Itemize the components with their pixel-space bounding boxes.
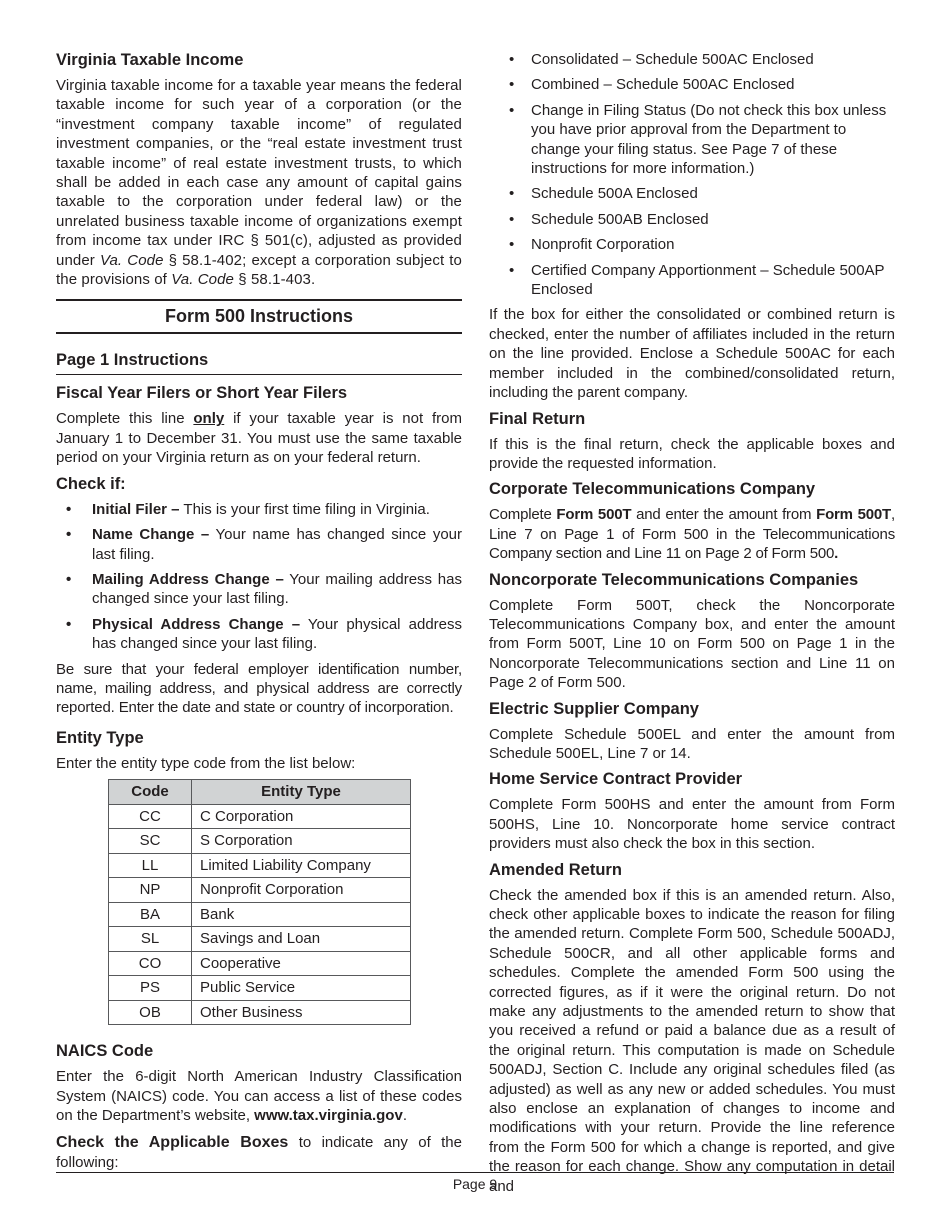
table-row: SL Savings and Loan	[109, 927, 411, 952]
page-number: Page 9	[452, 1176, 498, 1192]
paragraph: Complete this line only if your taxable year is not from January 1 to December 31. You must use the same taxable period on your Virginia return as on your federal return.	[56, 410, 462, 467]
list-item: • Schedule 500AB Enclosed	[509, 210, 709, 228]
table-row: OB Other Business	[109, 1000, 411, 1025]
paragraph: If this is the final return, check the applicable boxes and provide the requested information.	[489, 435, 895, 472]
paragraph: Complete Form 500HS and enter the amount from Form 500HS, Line 10. Noncorporate home service contract providers must also check the box in this section.	[489, 796, 895, 853]
list-item: • Name Change – Your name has changed since your last filing.	[66, 526, 462, 563]
page-footer	[56, 1172, 894, 1194]
left-column	[56, 50, 462, 1178]
list-item: • Certified Company Apportionment – Schedule 500AP Enclosed	[509, 261, 885, 299]
paragraph: Enter the entity type code from the list below:	[56, 754, 356, 772]
list-item: • Change in Filing Status (Do not check this box unless you have prior approval from the Department to change your filing status. See Page 7 of these instructions for more information.)	[509, 101, 887, 178]
table-row: BA Bank	[109, 902, 411, 927]
section-heading: Check if:	[56, 474, 126, 493]
list-item: • Initial Filer – This is your first time filing in Virginia.	[66, 500, 430, 518]
website-link: www.tax.virginia.gov	[254, 1106, 403, 1124]
paragraph: If the box for either the consolidated or combined return is checked, enter the number of affiliates included in the return on the line provided. Enclose a Schedule 500AC for each member included in the combined/consolidated return, including the parent company.	[489, 306, 895, 402]
table-row: SC S Corporation	[109, 829, 411, 854]
table-header-row: Code Entity Type	[109, 780, 411, 805]
paragraph: Enter the 6-digit North American Industry Classification System (NAICS) code. You can access a list of these codes on the Department’s website, www.tax.virginia.gov.	[56, 1068, 462, 1124]
table-row: LL Limited Liability Company	[109, 853, 411, 878]
paragraph: Complete Form 500T, check the Noncorporate Telecommunications Company box, and enter the amount from Form 500T, Line 10 on Form 500 on Page 1 in the Noncorporate Telecommunications section and Line 11 on Page 2 of Form 500.	[489, 596, 895, 692]
list-item: • Nonprofit Corporation	[509, 236, 675, 254]
paragraph: Check the Applicable Boxes to indicate any of the following:	[56, 1134, 462, 1171]
section-heading: Noncorporate Telecommunications Companies	[489, 570, 859, 589]
right-column	[489, 50, 895, 1202]
section-heading: NAICS Code	[56, 1042, 154, 1061]
check-list	[56, 500, 462, 654]
paragraph: Be sure that your federal employer identification number, name, mailing address, and physical address are correctly reported. Enter the date and state or country of incorporation.	[56, 660, 462, 717]
section-heading: Final Return	[489, 409, 586, 428]
section-heading: Corporate Telecommunications Company	[489, 480, 816, 499]
list-item: • Physical Address Change – Your physical address has changed since your last filing.	[66, 615, 462, 653]
paragraph: Complete Form 500T and enter the amount from Form 500T, Line 7 on Page 1 of Form 500 in the Telecommunications Company section and Line 11 on Page 2 of Form 500.	[489, 506, 895, 563]
section-heading: Amended Return	[489, 860, 622, 879]
table-row: PS Public Service	[109, 976, 411, 1001]
section-heading: Fiscal Year Filers or Short Year Filers	[56, 384, 348, 403]
list-item: • Combined – Schedule 500AC Enclosed	[509, 76, 795, 94]
table-row: CO Cooperative	[109, 951, 411, 976]
section-heading: Entity Type	[56, 728, 144, 747]
section-heading: Virginia Taxable Income	[56, 51, 244, 69]
table-row: CC C Corporation	[109, 804, 411, 829]
paragraph: Check the amended box if this is an amended return. Also, check other applicable boxes to indicate the reason for filing the amended return. Complete Form 500, Schedule 500ADJ, Schedule 500CR, and all other applicable forms and schedules. Complete the amended Form 500 using the corrected figures, as if it were the original return. Do not make any adjustments to the amended return to show that you received a refund or paid a balance due as a result of the original return. This computation is made on Schedule 500ADJ, Section C. Include any original schedules filed (as adjusted) as well as any new or added schedules. You must also enclose an explanation of changes to income and modifications with your return. Provide the line reference from the Form 500 for which a change is reported, and give the reason for each change. Show any computation in detail and	[489, 886, 895, 1195]
section-heading: Electric Supplier Company	[489, 699, 699, 718]
table-row: NP Nonprofit Corporation	[109, 878, 411, 903]
list-item: • Schedule 500A Enclosed	[509, 185, 698, 203]
paragraph: Virginia taxable income for a taxable year means the federal taxable income for such year of a corporation (or the “investment company taxable income” of regulated investment companies, or the “real estate investment trust taxable income” of real estate investment trusts, to which shall be added in each case any amount of capital gains taxable to the corporation under federal law) or the unrelated business taxable income of organizations exempt from income tax under IRC § 501(c), adjusted as provided under Va. Code § 58.1-402; except a corporation subject to the provisions of Va. Code § 58.1-403.	[56, 77, 463, 289]
form-title: Form 500 Instructions	[56, 299, 462, 334]
entity-type-table	[108, 779, 411, 1025]
list-item: • Consolidated – Schedule 500AC Enclosed	[509, 51, 814, 68]
section-heading: Home Service Contract Provider	[489, 770, 743, 789]
paragraph: Complete Schedule 500EL and enter the amount from Schedule 500EL, Line 7 or 14.	[489, 725, 895, 762]
section-heading: Page 1 Instructions	[56, 350, 462, 375]
applicable-boxes-list	[489, 50, 895, 299]
list-item: • Mailing Address Change – Your mailing address has changed since your last filing.	[66, 570, 462, 608]
